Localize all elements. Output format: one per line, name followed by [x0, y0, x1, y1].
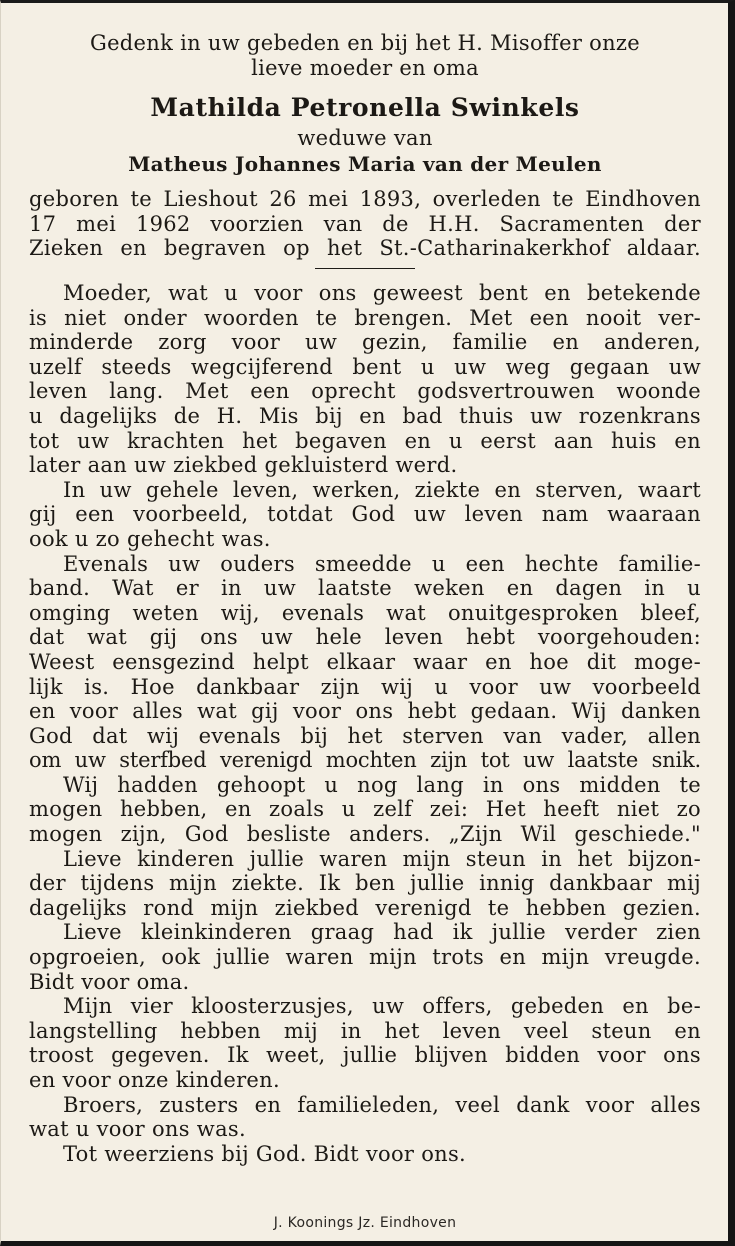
body-line: Lieve kinderen jullie waren mijn steun in het bijzon-	[63, 846, 701, 871]
body-line: dat wat gij ons uw hele leven hebt voorgehouden:	[29, 625, 701, 650]
dates-line: Zieken en begraven op het St.-Catharinakerkhof aldaar.	[29, 236, 701, 261]
body-line: Weest eensgezind helpt elkaar waar en hoe dit moge-	[29, 649, 701, 674]
body-line: wat u voor ons was.	[29, 1117, 246, 1142]
body-line: Broers, zusters en familieleden, veel dank voor alles	[63, 1092, 701, 1117]
body-line: Wij hadden gehoopt u nog lang in ons midden te	[63, 772, 701, 797]
deceased-name: Mathilda Petronella Swinkels	[150, 93, 580, 122]
body-line: is niet onder woorden te brengen. Met een nooit ver-	[29, 305, 701, 330]
body-line: lijk is. Hoe dankbaar zijn wij u voor uw voorbeeld	[29, 674, 701, 699]
body-line: gij een voorbeeld, totdat God uw leven nam waaraan	[29, 502, 701, 527]
body-line: band. Wat er in uw laatste weken en dagen in u	[29, 576, 701, 601]
body-line: omging weten wij, evenals wat onuitgesproken bleef,	[29, 600, 701, 625]
widow-of-text: weduwe van	[297, 126, 433, 150]
dates-line: geboren te Lieshout 26 mei 1893, overleden te Eindhoven	[29, 187, 701, 211]
body-line: Mijn vier kloosterzusjes, uw offers, gebeden en be-	[63, 994, 701, 1019]
body-line: der tijdens mijn ziekte. Ik ben jullie innig dankbaar mij	[29, 871, 701, 896]
body-line: en voor alles wat gij voor ons hebt gedaan. Wij danken	[29, 699, 701, 724]
body-line: ook u zo gehecht was.	[29, 526, 271, 551]
widow-of-label	[29, 126, 701, 151]
body-line: dagelijks rond mijn ziekbed verenigd te hebben gezien.	[29, 895, 701, 920]
body-line: Moeder, wat u voor ons geweest bent en betekende	[63, 281, 701, 305]
body-line: troost gegeven. Ik weet, jullie blijven bidden voor ons	[29, 1043, 701, 1068]
husband-name: Matheus Johannes Maria van der Meulen	[128, 152, 602, 176]
body-line: opgroeien, ook jullie waren mijn trots en mijn vreugde.	[29, 945, 701, 970]
body-line: Evenals uw ouders smeedde u een hechte familie-	[63, 551, 701, 576]
body-line: God dat wij evenals bij het sterven van vader, allen	[29, 723, 701, 748]
body-text	[29, 281, 701, 1166]
body-line: langstelling hebben mij in het leven veel steun en	[29, 1018, 701, 1043]
body-line: tot uw krachten het begaven en u eerst aan huis en	[29, 428, 701, 453]
body-line: mogen zijn, God besliste anders. „Zijn Wil geschiede."	[29, 822, 701, 847]
body-line: Bidt voor oma.	[29, 969, 190, 994]
divider-rule	[315, 268, 415, 269]
printer-credit: J. Koonings Jz. Eindhoven	[273, 1215, 457, 1231]
body-line: en voor onze kinderen.	[29, 1068, 280, 1092]
body-line: u dagelijks de H. Mis bij en bad thuis uw rozenkrans	[29, 403, 701, 428]
body-line: mogen hebben, en zoals u zelf zei: Het heeft niet zo	[29, 797, 701, 822]
body-line: Lieve kleinkinderen graag had ik jullie verder zien	[63, 920, 701, 945]
intro-line: lieve moeder en oma	[251, 55, 479, 80]
body-line: Tot weerziens bij God. Bidt voor ons.	[63, 1141, 467, 1166]
body-line: om uw sterfbed verenigd mochten zijn tot uw laatste snik.	[29, 748, 701, 773]
body-line: In uw gehele leven, werken, ziekte en sterven, waart	[63, 477, 701, 502]
body-line: uzelf steeds wegcijferend bent u uw weg gegaan uw	[29, 354, 701, 379]
intro-line: Gedenk in uw gebeden en bij het H. Misoffer onze	[90, 31, 640, 55]
body-line: leven lang. Met een oprecht godsvertrouwen woonde	[29, 379, 701, 404]
body-line: minderde zorg voor uw gezin, familie en anderen,	[29, 330, 701, 355]
dates-line: 17 mei 1962 voorzien van de H.H. Sacramenten der	[29, 211, 701, 236]
header	[29, 31, 701, 80]
dates-paragraph	[29, 187, 701, 261]
body-line: later aan uw ziekbed gekluisterd werd.	[29, 453, 458, 478]
